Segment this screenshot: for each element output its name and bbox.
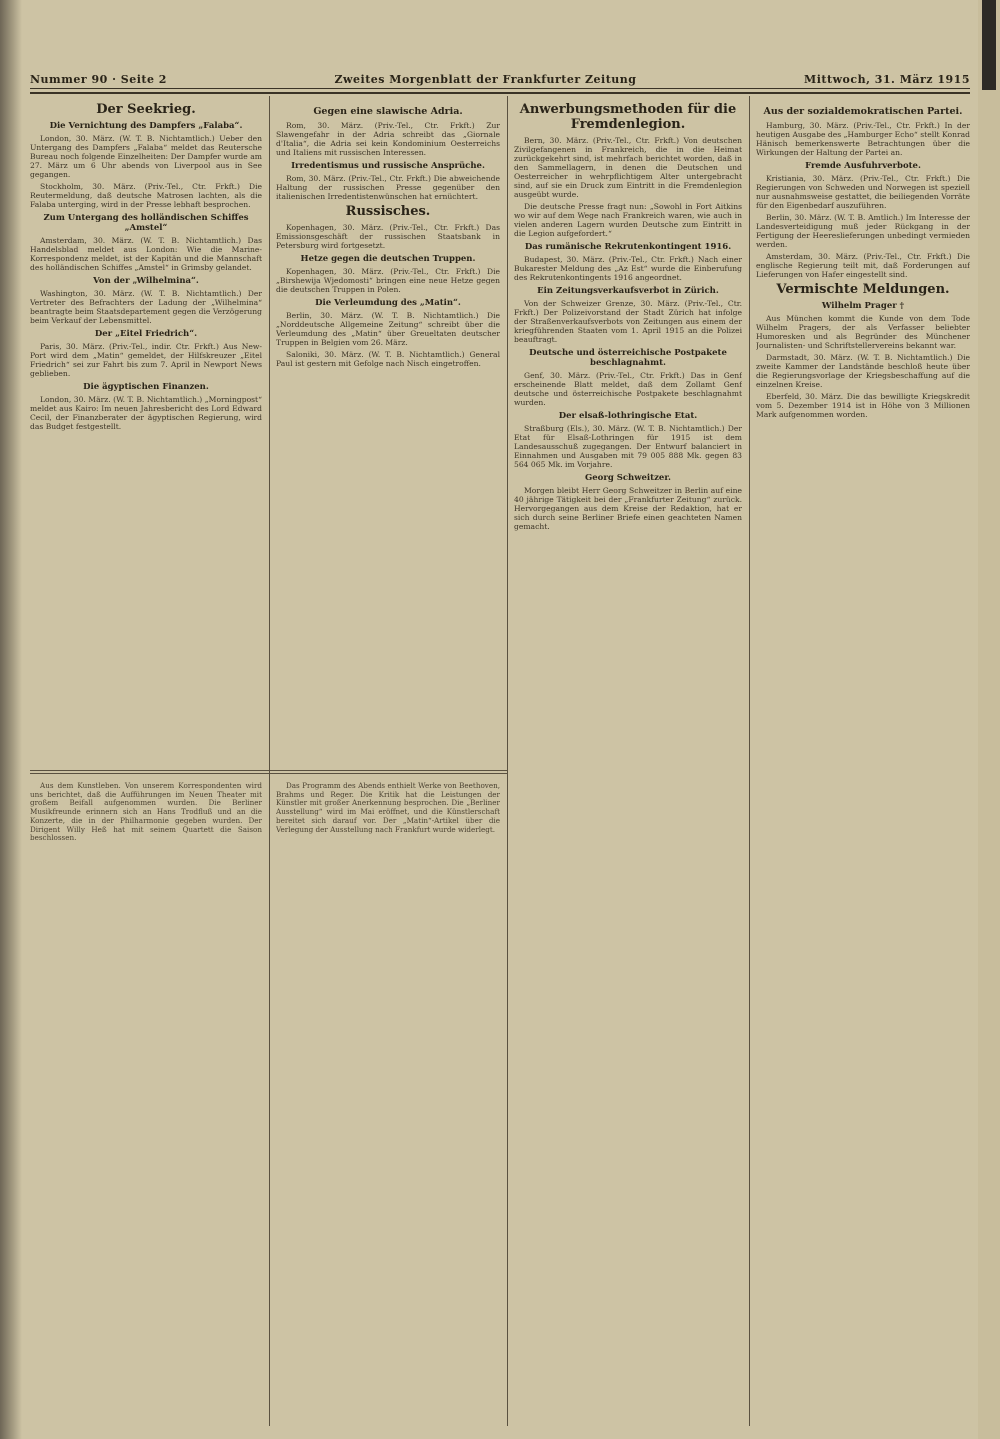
- article-heading: Fremde Ausfuhrverbote.: [805, 161, 921, 171]
- column-rule-2: [507, 96, 508, 1426]
- article-heading: Gegen eine slawische Adria.: [313, 106, 463, 117]
- article-text: London, 30. März. (W. T. B. Nichtamtlich.) Ueber den Untergang des Dampfers „Falaba“ meldet das Reutersche Bureau noch folgende Einzelheiten: Der Dampfer wurde am 27. März um 6 Uhr abends von Liverpool aus in See gegangen.: [30, 134, 262, 179]
- article-text: Straßburg (Els.), 30. März. (W. T. B. Nichtamtlich.) Der Etat für Elsaß-Lothringen für 1915 ist dem Landesausschuß zugegangen. Der Entwurf balanciert in Einnahmen und Ausgaben mit 79 005 888 Mk. gegen 83 564 065 Mk. im Vorjahre.: [514, 424, 742, 469]
- article-text: Von der Schweizer Grenze, 30. März. (Priv.-Tel., Ctr. Frkft.) Der Polizeivorstand der Stadt Zürich hat infolge der Straßenverkaufsverbots von Zeitungen aus einem der kriegführenden Staaten vom 1. April 1915 an die Polizei beauftragt.: [514, 299, 742, 344]
- article-text: Eberfeld, 30. März. Die das bewilligte Kriegskredit vom 5. Dezember 1914 ist in Höhe von 3 Millionen Mark aufgenommen worden.: [756, 392, 970, 419]
- feuilleton-rule: [30, 770, 507, 771]
- article-text: Amsterdam, 30. März. (W. T. B. Nichtamtlich.) Das Handelsblad meldet aus London: Wie die Marine-Korrespondenz meldet, ist der Kapitän und die Mannschaft des holländischen Schiffes „Amstel“ in Grimsby gelandet.: [30, 236, 262, 272]
- article-heading: Die Vernichtung des Dampfers „Falaba“.: [49, 121, 243, 131]
- article-text: Genf, 30. März. (Priv.-Tel., Ctr. Frkft.) Das in Genf erscheinende Blatt meldet, daß dem Zollamt Genf deutsche und österreichische Postpakete beschlagnahmt wurden.: [514, 371, 742, 407]
- article-heading: Das rumänische Rekrutenkontingent 1916.: [524, 242, 732, 252]
- issue-date: Mittwoch, 31. März 1915: [804, 72, 970, 86]
- column-1: [30, 100, 262, 765]
- feuilleton-column-1: [30, 782, 262, 1422]
- article-text: Darmstadt, 30. März. (W. T. B. Nichtamtlich.) Die zweite Kammer der Landstände beschloß heute über die Regierungsvorlage der Kriegsbeschaffung auf die einzelnen Kreise.: [756, 353, 970, 389]
- article-heading: Ein Zeitungsverkaufsverbot in Zürich.: [537, 286, 719, 296]
- article-text: Bern, 30. März. (Priv.-Tel., Ctr. Frkft.) Von deutschen Zivilgefangenen in Frankreich, die in die Heimat zurückgekehrt sind, ist mehrfach berichtet worden, daß in den Sammellagern, in denen die Deutschen und Oesterreicher in wehrpflichtigem Alter untergebracht sind, auf sie ein Druck zum Eintritt in die Fremdenlegion ausgeübt wurde.: [514, 136, 742, 199]
- article-heading: Aus der sozialdemokratischen Partei.: [763, 106, 963, 117]
- article-text: Paris, 30. März. (Priv.-Tel., indir. Ctr. Frkft.) Aus New-Port wird dem „Matin“ gemeldet, der Hilfskreuzer „Eitel Friedrich“ sei zur Fahrt bis zum 7. April in Newport News geblieben.: [30, 342, 262, 378]
- article-text: Morgen bleibt Herr Georg Schweitzer in Berlin auf eine 40 jährige Tätigkeit bei der „Frankfurter Zeitung“ zurück. Hervorgegangen aus dem Kreise der Redaktion, hat er sich durch seine Berliner Briefe einen geachteten Namen gemacht.: [514, 486, 742, 531]
- column-4: [756, 100, 970, 1430]
- article-heading: Der elsaß-lothringische Etat.: [558, 411, 698, 421]
- article-heading: Die Verleumdung des „Matin“.: [315, 298, 461, 308]
- article-text: Berlin, 30. März. (W. T. B. Nichtamtlich.) Die „Norddeutsche Allgemeine Zeitung“ schreibt über die Verleumdung des „Matin“ über Greueltaten deutscher Truppen in Belgien vom 26. März.: [276, 311, 500, 347]
- article-text: Berlin, 30. März. (W. T. B. Amtlich.) Im Interesse der Landesverteidigung muß jeder Rückgang in der Fertigung der Heereslieferungen unbedingt vermieden werden.: [756, 213, 970, 249]
- feuilleton-text: Aus dem Kunstleben. Von unserem Korrespondenten wird uns berichtet, daß die Aufführungen im Neuen Theater mit großem Beifall aufgenommen wurden. Die Berliner Musikfreunde erinnern sich an Hans Trodfluß und an die Konzerte, die in der Philharmonie gegeben wurden. Der Dirigent Willy Heß hat mit seinem Quartett die Saison beschlossen.: [30, 782, 262, 843]
- article-text: Die deutsche Presse fragt nun: „Sowohl in Fort Aitkins wo wir auf dem Wege nach Frankreich waren, wie auch in vielen anderen Lagern wurden Deutsche zum Eintritt in die Legion aufgefordert.“: [514, 202, 742, 238]
- section-title: Russisches.: [345, 204, 431, 219]
- article-heading: Deutsche und österreichische Postpakete beschlagnahmt.: [529, 348, 727, 368]
- article-text: Stockholm, 30. März. (Priv.-Tel., Ctr. Frkft.) Die Reutermeldung, daß deutsche Matrosen lachten, als die Falaba unterging, wird in der Presse lebhaft besprochen.: [30, 182, 262, 209]
- masthead: Zweites Morgenblatt der Frankfurter Zeitung: [334, 72, 637, 86]
- newspaper-page: [30, 70, 970, 1430]
- article-text: Saloniki, 30. März. (W. T. B. Nichtamtlich.) General Paul ist gestern mit Gefolge nach Nisch eingetroffen.: [276, 350, 500, 368]
- section-title: Anwerbungsmethoden für die Fremdenlegion.: [519, 102, 737, 132]
- feuilleton-text: Das Programm des Abends enthielt Werke von Beethoven, Brahms und Reger. Die Kritik hat die Leistungen der Künstler mit großer Anerkennung besprochen. Die „Berliner Ausstellung“ wird im Mai eröffnet, und die Künstlerschaft bereitet sich darauf vor. Der „Matin“-Artikel über die Verlegung der Ausstellung nach Frankfurt wurde widerlegt.: [276, 782, 500, 834]
- article-text: London, 30. März. (W. T. B. Nichtamtlich.) „Morningpost“ meldet aus Kairo: Im neuen Jahresbericht des Lord Edward Cecil, der Finanzberater der ägyptischen Regierung, wird das Budget festgestellt.: [30, 395, 262, 431]
- page-edge: [978, 0, 1000, 1439]
- article-heading: Der „Eitel Friedrich“.: [94, 329, 198, 339]
- article-text: Kristiania, 30. März. (Priv.-Tel., Ctr. Frkft.) Die Regierungen von Schweden und Norwegen ist speziell nur ausnahmsweise gestattet, die beiliegenden Vorräte für den Eigenbedarf auszuführen.: [756, 174, 970, 210]
- feuilleton-rule-double: [30, 773, 507, 774]
- article-heading: Georg Schweitzer.: [585, 473, 671, 483]
- article-heading: Wilhelm Prager †: [821, 301, 905, 311]
- article-text: Kopenhagen, 30. März. (Priv.-Tel., Ctr. Frkft.) Das Emissionsgeschäft der russischen Staatsbank in Petersburg wird fortgesetzt.: [276, 223, 500, 250]
- section-title: Der Seekrieg.: [96, 102, 196, 117]
- page-header: [30, 70, 970, 89]
- column-rule-3: [749, 96, 750, 1426]
- article-text: Rom, 30. März. (Priv.-Tel., Ctr. Frkft.) Zur Slawengefahr in der Adria schreibt das „Giornale d'Italia“, die Adria sei kein Kondominium Oesterreichs und Italiens mit russischen Interessen.: [276, 121, 500, 157]
- page-tab-marker: [982, 0, 996, 90]
- article-text: Aus München kommt die Kunde von dem Tode Wilhelm Pragers, der als Verfasser beliebter Humoresken und als Begründer des Münchener Journalisten- und Schriftstellervereins bekannt war.: [756, 314, 970, 350]
- article-text: Rom, 30. März. (Priv.-Tel., Ctr. Frkft.) Die abweichende Haltung der russischen Presse gegenüber den italienischen Irredentistenwünschen hat ernüchtert.: [276, 174, 500, 201]
- page-gutter-shadow: [0, 0, 22, 1439]
- article-heading: Irredentismus und russische Ansprüche.: [291, 161, 485, 171]
- section-title: Vermischte Meldungen.: [776, 282, 950, 297]
- column-2: [276, 100, 500, 720]
- article-text: Amsterdam, 30. März. (Priv.-Tel., Ctr. Frkft.) Die englische Regierung teilt mit, daß Forderungen auf Lieferungen von Hafer eingestellt sind.: [756, 252, 970, 279]
- article-text: Budapest, 30. März. (Priv.-Tel., Ctr. Frkft.) Nach einer Bukarester Meldung des „Az Est“ wurde die Einberufung des Rekrutenkontingents 1916 angeordnet.: [514, 255, 742, 282]
- column-3: [514, 100, 742, 1430]
- article-heading: Zum Untergang des holländischen Schiffes „Amstel“: [43, 213, 249, 233]
- column-rule-1: [269, 96, 270, 1426]
- issue-number: Nummer 90 · Seite 2: [30, 72, 167, 86]
- article-heading: Die ägyptischen Finanzen.: [83, 382, 209, 392]
- article-heading: Von der „Wilhelmina“.: [93, 276, 199, 286]
- article-text: Hamburg, 30. März. (Priv.-Tel., Ctr. Frkft.) In der heutigen Ausgabe des „Hamburger Echo“ stellt Konrad Hänisch bemerkenswerte Betrachtungen über die Wirkungen der Haltung der Partei an.: [756, 121, 970, 157]
- article-text: Washington, 30. März. (W. T. B. Nichtamtlich.) Der Vertreter des Befrachters der Ladung der „Wilhelmina“ beantragte beim Staatsdepartement gegen die Verzögerung beim Verkauf der Lebensmittel.: [30, 289, 262, 325]
- article-text: Kopenhagen, 30. März. (Priv.-Tel., Ctr. Frkft.) Die „Birshewija Wjedomosti“ bringen eine neue Hetze gegen die deutschen Truppen in Polen.: [276, 267, 500, 294]
- feuilleton-column-2: [276, 782, 500, 1422]
- header-rule: [30, 92, 970, 94]
- article-heading: Hetze gegen die deutschen Truppen.: [300, 254, 476, 264]
